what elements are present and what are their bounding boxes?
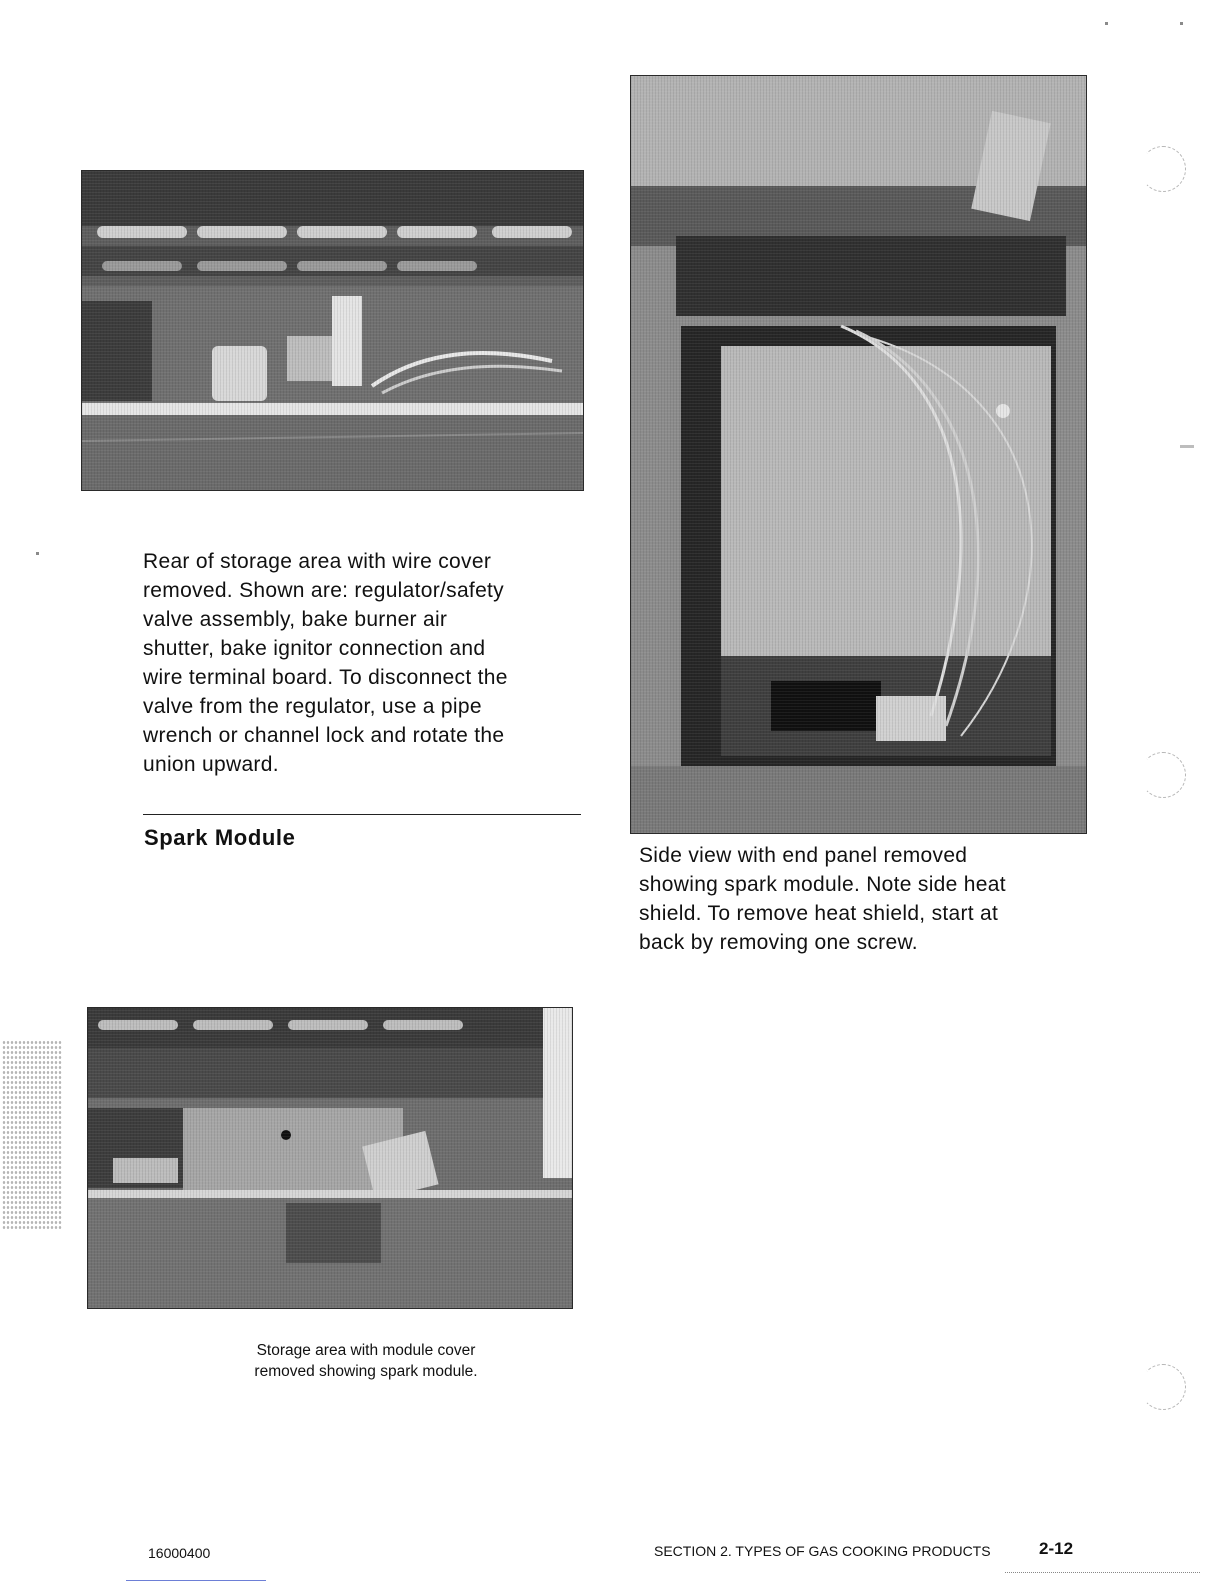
storage-area-illustration <box>88 1008 572 1308</box>
section-heading: Spark Module <box>144 825 296 850</box>
scan-speck <box>1180 445 1194 448</box>
scan-speck <box>36 552 39 555</box>
bottom-right-scan-line <box>1005 1572 1200 1574</box>
section-divider <box>143 814 581 815</box>
rear-storage-area-illustration <box>82 171 583 490</box>
page-number: 2-12 <box>1039 1539 1074 1558</box>
storage-area-spark-module-photo <box>87 1007 573 1309</box>
document-number: 16000400 <box>148 1545 211 1561</box>
bottom-edge-line <box>126 1580 266 1581</box>
punch-hole-bottom <box>1140 1364 1186 1410</box>
binding-scan-noise <box>2 1040 62 1230</box>
side-view-spark-module-photo <box>630 75 1087 834</box>
side-view-illustration <box>631 76 1086 833</box>
punch-hole-middle <box>1140 752 1186 798</box>
rear-storage-caption: Rear of storage area with wire cover removed. Shown are: regulator/safety valve assembly, bake burner air shutter, bake ignitor connection and wire terminal board. To disconnect the valve from the regulator, use a pipe wrench or channel lock and rotate the union upward. <box>143 550 508 776</box>
scan-speck <box>1180 22 1183 25</box>
rear-storage-area-photo <box>81 170 584 491</box>
side-view-caption: Side view with end panel removed showing spark module. Note side heat shield. To remove heat shield, start at back by removing one screw. <box>639 844 1006 954</box>
storage-area-caption: Storage area with module cover removed showing spark module. <box>254 1342 478 1380</box>
punch-hole-top <box>1140 146 1186 192</box>
footer-section-title: SECTION 2. TYPES OF GAS COOKING PRODUCTS <box>654 1543 991 1559</box>
scan-speck <box>1105 22 1108 25</box>
